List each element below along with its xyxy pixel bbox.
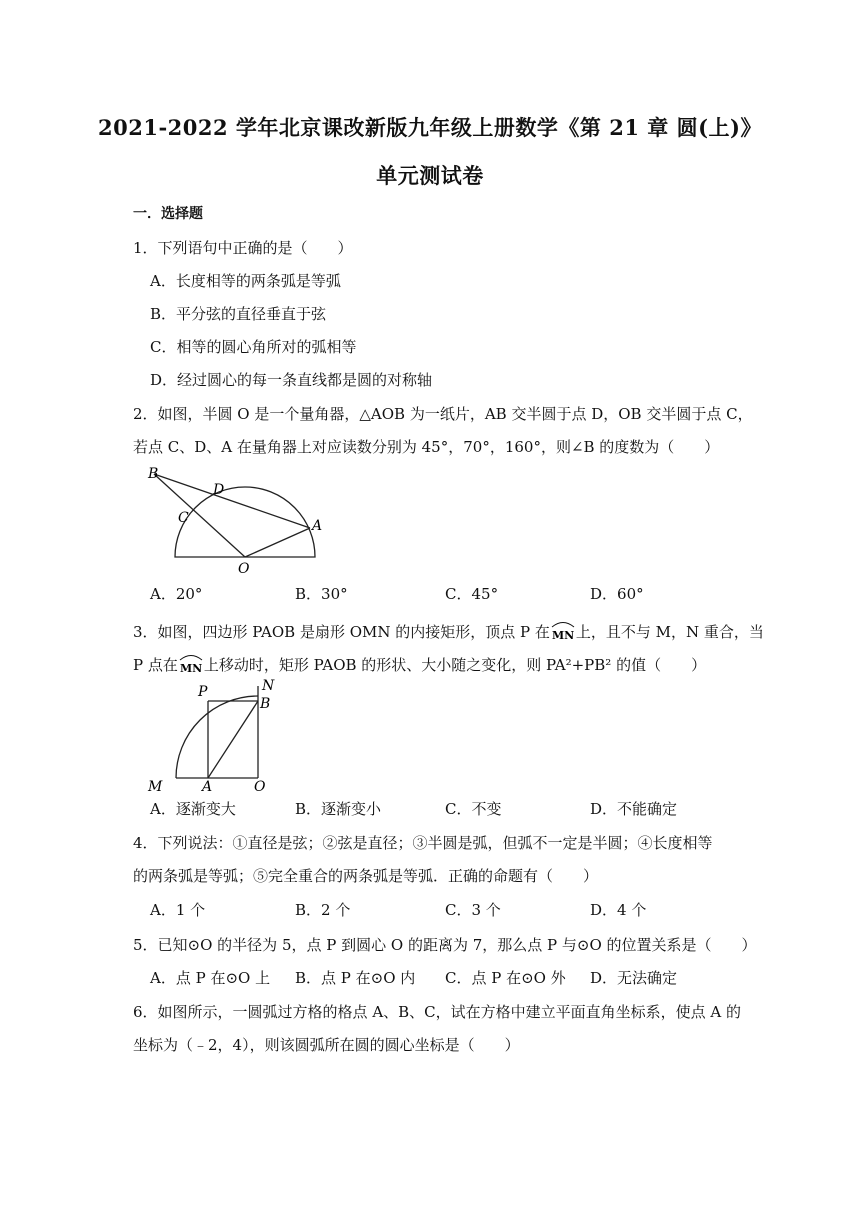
q4-stem-line-2: 的两条弧是等弧；⑤完全重合的两条弧是等弧．正确的命题有（ ） — [133, 867, 599, 885]
arc-overline-icon — [550, 619, 576, 641]
q3-label-n: N — [262, 678, 275, 694]
q2-option-d: D．60° — [590, 585, 644, 603]
q6-stem-line-2: 坐标为（﹣2，4），则该圆弧所在圆的圆心坐标是（ ） — [133, 1036, 520, 1054]
q2-stem-line-2: 若点 C、D、A 在量角器上对应读数分别为 45°，70°，160°，则∠B 的度数为（ ） — [133, 438, 720, 456]
q3-stem-line-1 — [133, 619, 764, 642]
q1-option-c: C．相等的圆心角所对的弧相等 — [150, 338, 357, 356]
q4-option-d: D．4 个 — [590, 901, 647, 919]
q3-stem-part-4: 上移动时，矩形 PAOB 的形状、大小随之变化，则 PA²+PB² 的值（ ） — [203, 656, 707, 674]
q3-label-o: O — [254, 779, 266, 794]
q2-option-a: A．20° — [150, 585, 203, 603]
q3-option-c: C．不变 — [445, 800, 502, 818]
q3-label-p: P — [198, 684, 208, 700]
q5-stem: 5．已知⊙O 的半径为 5，点 P 到圆心 O 的距离为 7，那么点 P 与⊙O 的位置关系是（ ） — [133, 936, 757, 954]
q3-option-b: B．逐渐变小 — [295, 800, 382, 818]
q2-stem-line-1: 2．如图，半圆 O 是一个量角器，△AOB 为一纸片，AB 交半圆于点 D，OB 交半圆于点 C， — [133, 405, 753, 423]
q3-option-d: D．不能确定 — [590, 800, 678, 818]
q3-label-a: A — [202, 779, 213, 794]
q3-option-a: A．逐渐变大 — [150, 800, 236, 818]
q2-option-c: C．45° — [445, 585, 499, 603]
q3-stem-part-2: 上，且不与 M，N 重合，当 — [575, 623, 764, 641]
q4-option-c: C．3 个 — [445, 901, 501, 919]
q4-option-b: B．2 个 — [295, 901, 351, 919]
q3-arc-mn-2 — [178, 652, 204, 675]
q3-label-b: B — [260, 696, 271, 712]
q3-label-m: M — [148, 779, 163, 794]
svg-text:MN: MN — [179, 662, 203, 674]
q1-stem: 1．下列语句中正确的是（ ） — [133, 239, 353, 257]
title-line-1: 2021-2022 学年北京课改新版九年级上册数学《第 21 章 圆(上)》 — [98, 115, 762, 140]
q3-stem-part-1: 3．如图，四边形 PAOB 是扇形 OMN 的内接矩形，顶点 P 在 — [133, 623, 550, 641]
q2-label-o: O — [238, 561, 250, 577]
q2-protractor-figure — [140, 462, 330, 577]
q5-option-b: B．点 P 在⊙O 内 — [295, 969, 416, 987]
q4-stem-line-1: 4．下列说法：①直径是弦；②弦是直径；③半圆是弧，但弧不一定是半圆；④长度相等 — [133, 834, 713, 852]
q4-option-a: A．1 个 — [150, 901, 206, 919]
svg-text:MN: MN — [551, 629, 575, 641]
q2-label-c: C — [178, 510, 189, 526]
q2-label-b: B — [148, 466, 159, 482]
title-line-2: 单元测试卷 — [376, 163, 484, 188]
q5-option-a: A．点 P 在⊙O 上 — [150, 969, 271, 987]
q5-option-c: C．点 P 在⊙O 外 — [445, 969, 566, 987]
q5-option-d: D．无法确定 — [590, 969, 678, 987]
q1-option-b: B．平分弦的直径垂直于弦 — [150, 305, 327, 323]
arc-overline-icon — [178, 652, 204, 674]
q2-label-d: D — [213, 482, 225, 498]
q2-option-b: B．30° — [295, 585, 348, 603]
q6-stem-line-1: 6．如图所示，一圆弧过方格的格点 A、B、C，试在方格中建立平面直角坐标系，使点 A 的 — [133, 1003, 742, 1021]
q2-label-a: A — [312, 518, 323, 534]
q3-stem-part-3: P 点在 — [133, 656, 178, 674]
section-heading: 一．选择题 — [133, 206, 203, 222]
q3-arc-mn — [550, 619, 576, 642]
q3-sector-figure — [140, 676, 290, 794]
q1-option-d: D．经过圆心的每一条直线都是圆的对称轴 — [150, 371, 433, 389]
q3-stem-line-2 — [133, 652, 706, 675]
q1-option-a: A．长度相等的两条弧是等弧 — [150, 272, 341, 290]
